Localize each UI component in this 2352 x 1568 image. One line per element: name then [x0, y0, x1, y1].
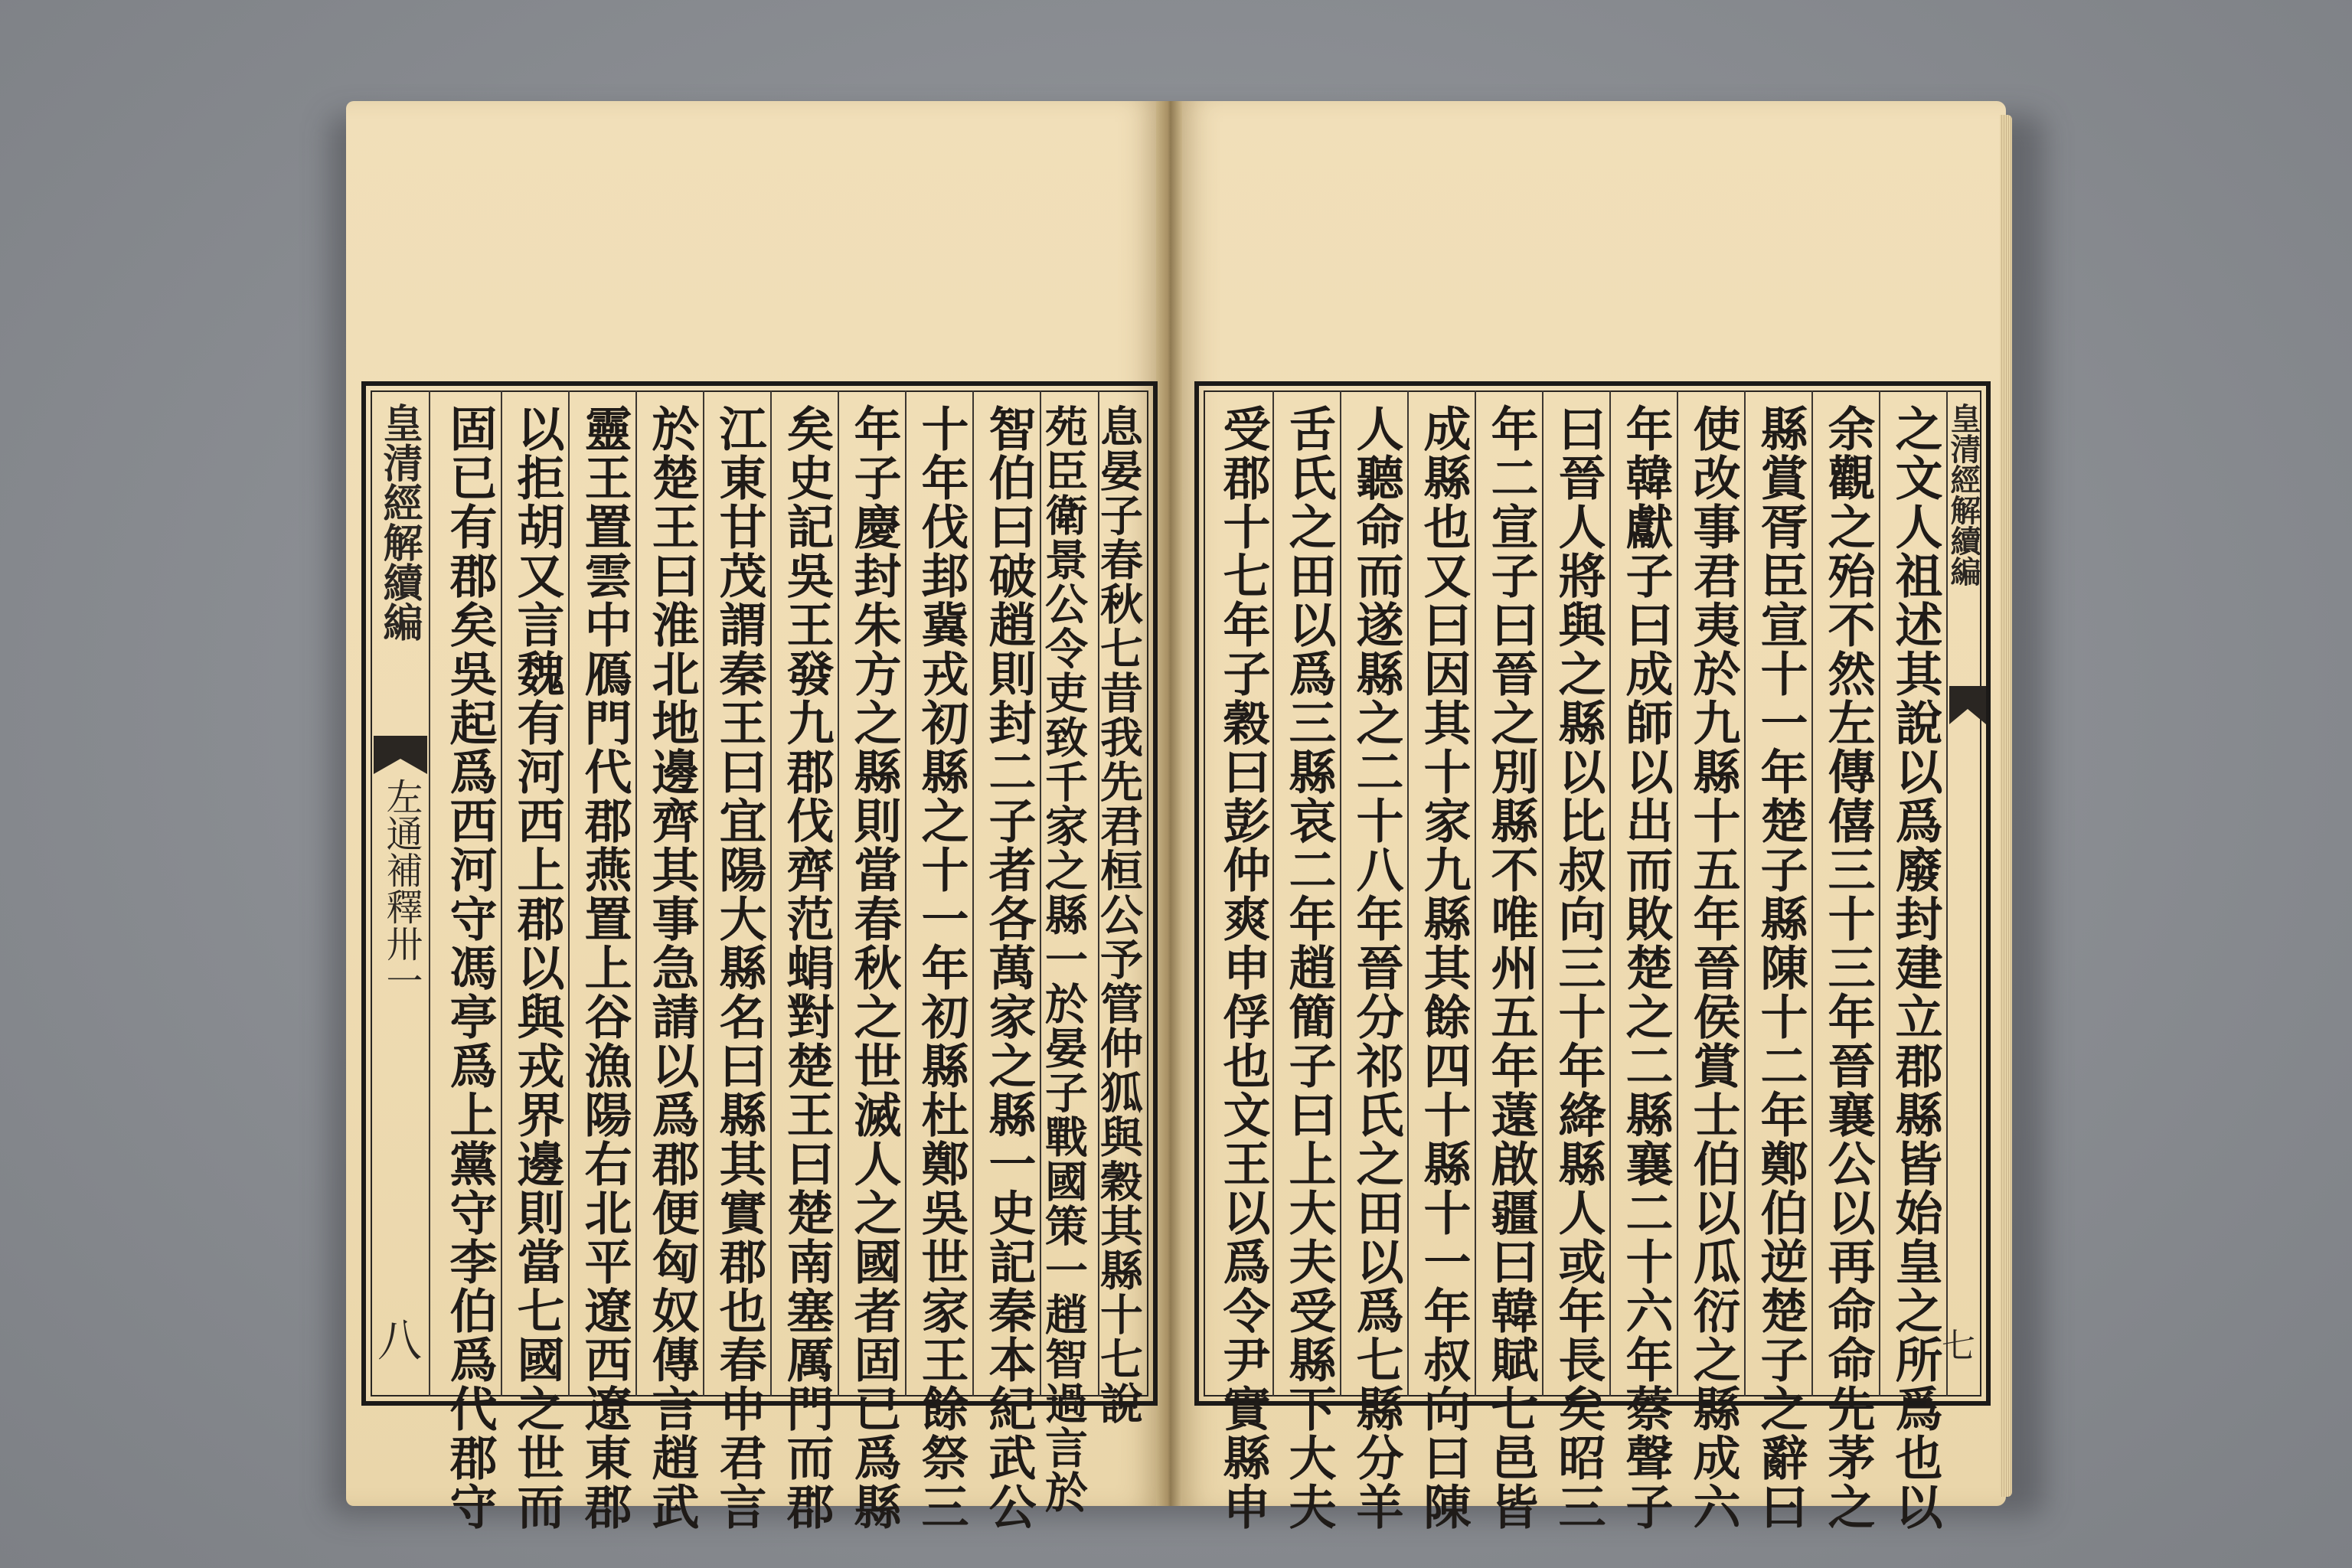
column-rule: [568, 390, 570, 1396]
book-gutter: [1156, 101, 1182, 1506]
right-banxin: [1936, 395, 1986, 1392]
column-rule: [1811, 390, 1813, 1396]
column-rule: [838, 390, 839, 1396]
page-edge-stack: [2000, 115, 2012, 1497]
text-column: 縣賞胥臣宣十一年楚子縣陳十二年鄭伯逆楚子之辭曰: [1753, 404, 1808, 1531]
text-column: 智伯曰破趙則封二子者各萬家之縣一史記秦本紀武公: [981, 404, 1037, 1531]
left-text-frame: [361, 381, 1158, 1531]
text-column: 年二宣子曰晉之別縣不唯州五年薳啟疆曰韓賦七邑皆: [1483, 404, 1539, 1531]
fish-tail-mark: [374, 736, 427, 774]
column-rule: [1340, 390, 1341, 1396]
text-column: 以拒胡又言魏有河西上郡以與戎界邊則當七國之世而: [509, 404, 565, 1531]
column-rule: [1407, 390, 1409, 1396]
text-column: 年子慶封朱方之縣則當春秋之世滅人之國者固已爲縣: [846, 404, 902, 1531]
text-column: 人聽命而遂縣之二十八年晉分祁氏之田以爲七縣分羊: [1348, 404, 1404, 1531]
banxin-rule: [429, 390, 430, 1396]
column-rule: [1272, 390, 1274, 1396]
text-column: 之文人祖述其說以爲廢封建立郡縣皆始皇之所爲也以: [1887, 404, 1943, 1531]
text-column: 受郡十七年子穀曰彭仲爽申俘也文王以爲令尹實縣申: [1215, 404, 1271, 1531]
left-page-number: 八: [370, 1317, 422, 1361]
text-column: 固已有郡矣吳起爲西河守馮亭爲上黨守李伯爲代郡守: [442, 404, 498, 1531]
left-banxin-title: 皇清經解續編: [376, 403, 423, 642]
column-rule: [770, 390, 772, 1396]
column-rule: [1542, 390, 1544, 1396]
fish-tail-mark: [1949, 686, 1986, 724]
text-column: 余觀之殆不然左傳僖三十三年晉襄公以再命命先茅之: [1820, 404, 1876, 1531]
column-rule: [1609, 390, 1611, 1396]
text-column: 江東甘茂謂秦王曰宜陽大縣名曰縣其實郡也春申君言: [711, 404, 767, 1531]
column-rule: [703, 390, 704, 1396]
text-column: 成縣也又曰因其十家九縣其餘四十縣十一年叔向曰陳: [1416, 404, 1472, 1531]
text-column: 矣史記吳王發九郡伐齊范蜎對楚王曰楚南塞厲門而郡: [779, 404, 835, 1531]
text-column: 舌氏之田以爲三縣哀二年趙簡子曰上大夫受縣下大夫: [1281, 404, 1337, 1531]
left-banxin: [370, 395, 427, 1392]
column-rule: [1744, 390, 1746, 1396]
text-column: 年韓獻子曰成師以出而敗楚之二縣襄二十六年蔡聲子: [1618, 404, 1674, 1531]
column-rule: [905, 390, 906, 1396]
right-text-frame: [1194, 381, 1991, 1531]
text-column: 苑臣衛景公令吏致千家之縣一於晏子戰國策一趙智過言於: [1038, 404, 1089, 1514]
right-page-number: 七: [1936, 1328, 1975, 1361]
text-column: 靈王置雲中鴈門代郡燕置上谷漁陽右北平遼西遼東郡: [577, 404, 632, 1531]
text-column: 十年伐邽冀戎初縣之十一年初縣杜鄭吳世家王餘祭三: [913, 404, 969, 1531]
column-rule: [1677, 390, 1678, 1396]
column-rule: [1879, 390, 1880, 1396]
column-rule: [972, 390, 974, 1396]
text-column: 於楚王曰淮北地邊齊其事急請以爲郡便匈奴傳言趙武: [644, 404, 700, 1531]
column-rule: [635, 390, 637, 1396]
column-rule: [1475, 390, 1476, 1396]
text-column: 息晏子春秋七昔我先君桓公予管仲狐與穀其縣十七說: [1093, 404, 1144, 1426]
column-rule: [501, 390, 502, 1396]
text-column: 曰晉人將與之縣以比叔向三十年絳縣人或年長矣昭三: [1550, 404, 1606, 1531]
right-banxin-title: 皇清經解續編: [1945, 403, 1981, 586]
text-column: 使改事君夷於九縣十五年晉侯賞士伯以瓜衍之縣成六: [1685, 404, 1741, 1531]
left-banxin-section: 左通補釋卅一: [380, 778, 423, 998]
